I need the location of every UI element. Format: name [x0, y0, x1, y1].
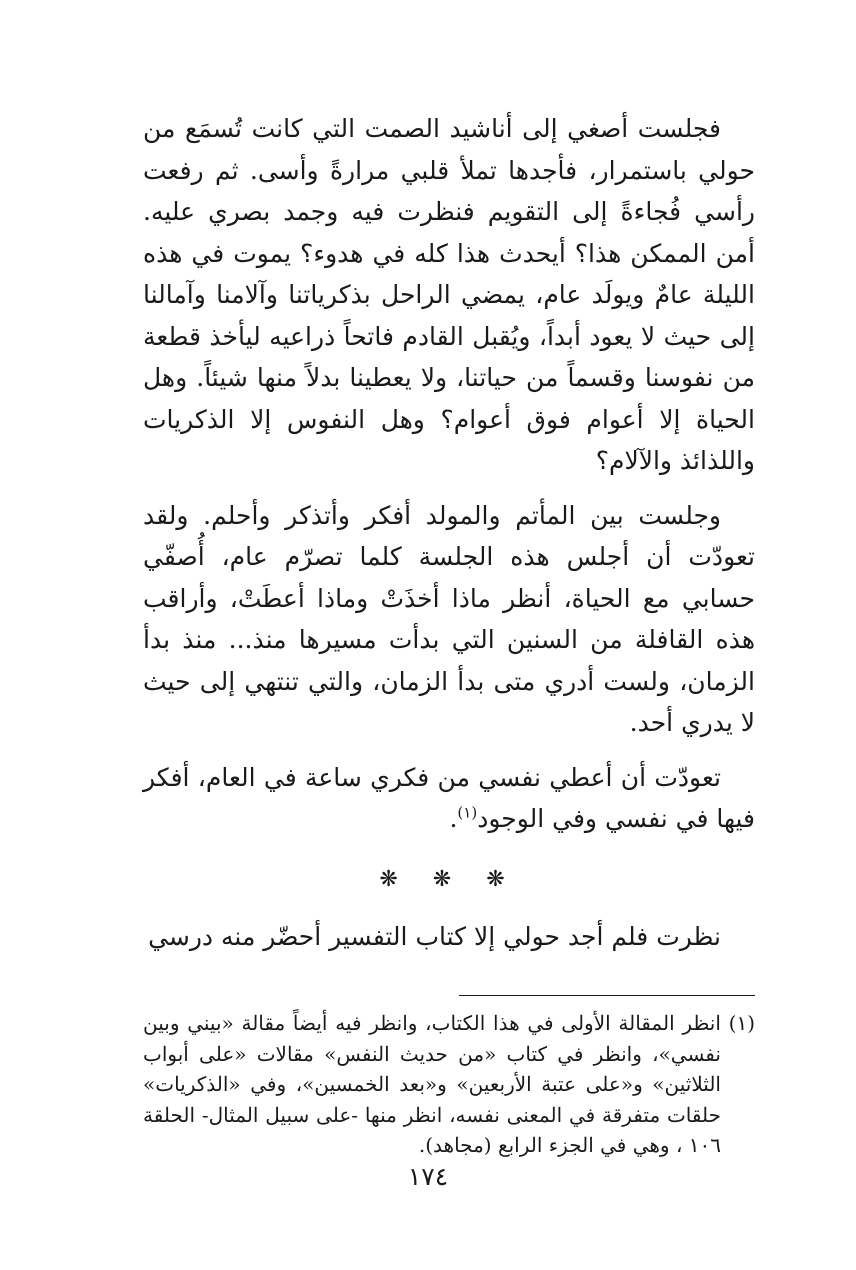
page-body — [143, 108, 755, 1161]
paragraph-2: وجلست بين المأتم والمولد أفكر وأتذكر وأحلم. ولقد تعودّت أن أجلس هذه الجلسة كلما تصرّم عام، أُصفّي حسابي مع الحياة، أنظر ماذا أخذَتْ وماذا أعطَتْ، وأراقب هذه القافلة من السنين التي بدأت مسيرها منذ... منذ بدأ الزمان، ولست أدري متى بدأ الزمان، والتي تنتهي إلى حيث لا يدري أحد. — [143, 500, 755, 737]
section-separator: ❋ ❋ ❋ — [379, 866, 519, 892]
footnote-1: (١) انظر المقالة الأولى في هذا الكتاب، وانظر فيه أيضاً مقالة «بيني وبين نفسي»، وانظر في كتاب «من حديث النفس» مقالات «على أبواب الثلاثين» و«على عتبة الأربعين» و«بعد الخمسين»، وفي «الذكريات» حلقات متفرقة في المعنى نفسه، انظر منها -على سبيل المثال- الحلقة ١٠٦ ، وهي في الجزء الرابع (مجاهد). — [143, 1011, 755, 1157]
paragraph-1: فجلست أصغي إلى أناشيد الصمت التي كانت تُسمَع من حولي باستمرار، فأجدها تملأ قلبي مرارةً وأسى. ثم رفعت رأسي فُجاءةً إلى التقويم فنظرت فيه وجمد بصري عليه. أمن الممكن هذا؟ أيحدث هذا كله في هدوء؟ يموت في هذه الليلة عامٌ ويولَد عام، يمضي الراحل بذكرياتنا وآلامنا وآمالنا إلى حيث لا يعود أبداً، ويُقبل القادم فاتحاً ذراعيه ليأخذ قطعة من نفوسنا وقسماً من حياتنا، ولا يعطينا بدلاً منها شيئاً. وهل الحياة إلا أعوام فوق أعوام؟ وهل النفوس إلا الذكريات واللذائذ والآلام؟ — [143, 114, 755, 475]
footnote-divider-wrap — [143, 957, 755, 996]
page-number: ١٧٤ — [407, 1162, 449, 1191]
paragraph-3-text: تعودّت أن أعطي نفسي من فكري ساعة في العام، أفكر فيها في نفسي وفي الوجود — [143, 762, 755, 833]
paragraph-3-end: . — [449, 804, 458, 833]
footnote-reference[interactable]: (١) — [457, 803, 478, 822]
footnote-divider — [459, 995, 755, 996]
paragraph-3 — [143, 757, 755, 840]
paragraph-4: نظرت فلم أجد حولي إلا كتاب التفسير أحضّر منه درسي — [148, 921, 721, 951]
